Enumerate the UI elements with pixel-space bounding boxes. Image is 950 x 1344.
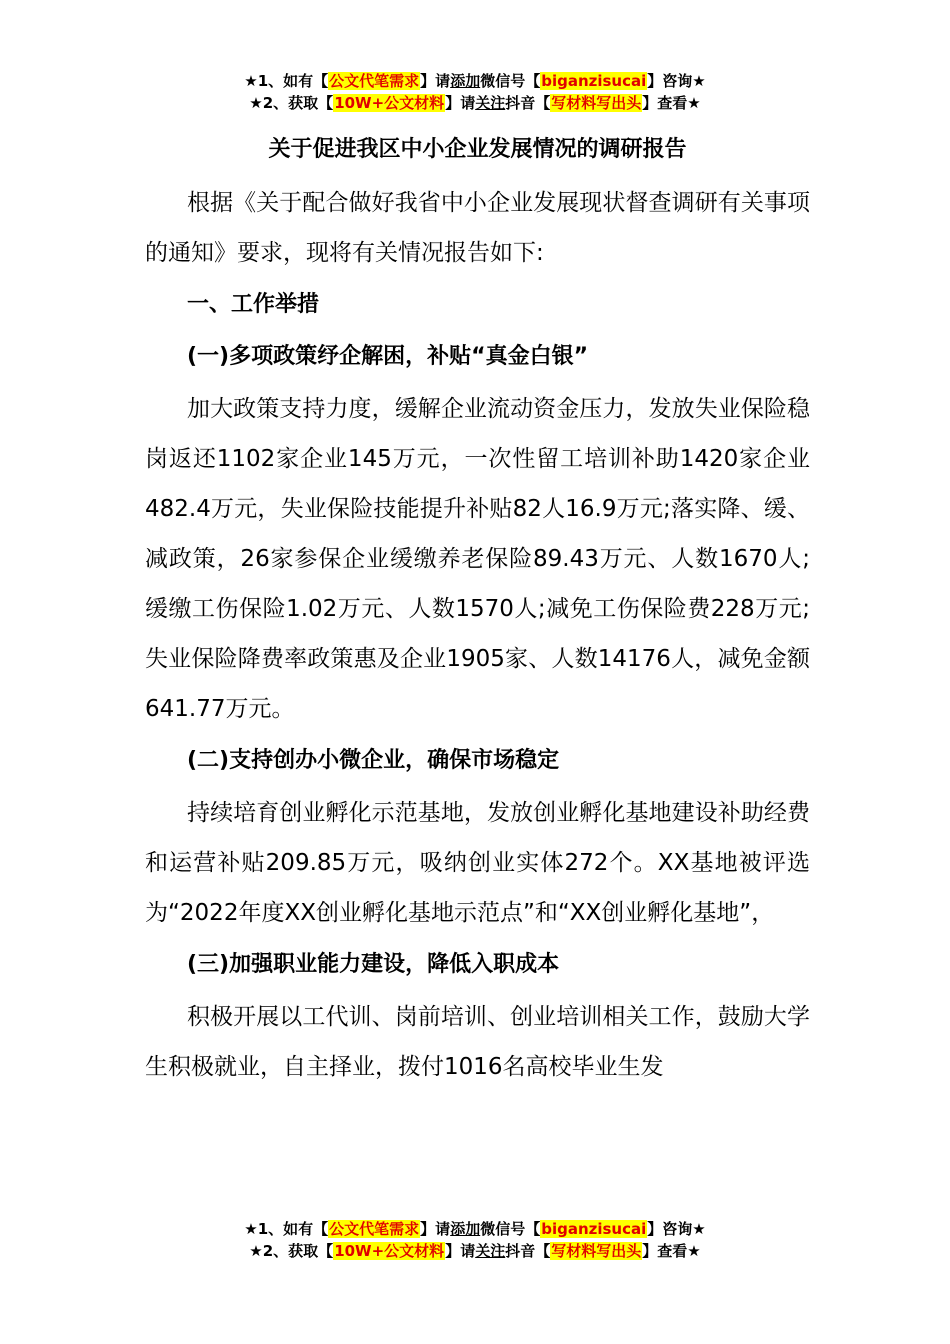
body-paragraph: 加大政策支持力度，缓解企业流动资金压力，发放失业保险稳岗返还1102家企业145万元，一次性留工培训补助1420家企业482.4万元，失业保险技能提升补贴82人16.9万元;落实降、缓、减政策，26家参保企业缓缴养老保险89.43万元、人数1670人;缓缴工伤保险1.02万元、人数1570人;减免工伤保险费228万元;失业保险降费率政策惠及企业1905家、人数14176人，减免金额641.77万元。 xyxy=(145,396,810,722)
banner-highlight: biganzisucai xyxy=(541,72,647,90)
banner-text: 】查看★ xyxy=(642,1242,701,1260)
document-body xyxy=(145,130,810,1092)
banner-text: 】查看★ xyxy=(642,94,701,112)
document-title: 关于促进我区中小企业发展情况的调研报告 xyxy=(268,137,687,162)
banner-line-1 xyxy=(0,70,950,92)
banner-text: 】咨询★ xyxy=(647,1220,706,1238)
banner-highlight: 写材料写出头 xyxy=(551,1242,642,1260)
banner-line-1 xyxy=(0,1218,950,1240)
banner-text: ★1、如有【 xyxy=(244,1220,329,1238)
banner-highlight: 公文代笔需求 xyxy=(329,72,420,90)
banner-text: 】咨询★ xyxy=(647,72,706,90)
section-heading: 一、工作举措 xyxy=(187,292,320,317)
banner-text: ★2、获取【 xyxy=(249,94,334,112)
banner-underline: 关注 xyxy=(475,94,506,112)
banner-text: 微信号【 xyxy=(480,72,541,90)
banner-text: 】请 xyxy=(445,1242,476,1260)
banner-text: 抖音【 xyxy=(505,94,551,112)
banner-text: 抖音【 xyxy=(505,1242,551,1260)
banner-text: ★1、如有【 xyxy=(244,72,329,90)
banner-underline: 添加 xyxy=(450,72,481,90)
banner-highlight: 10W+公文材料 xyxy=(334,94,445,112)
banner-highlight: 写材料写出头 xyxy=(551,94,642,112)
banner-text: 】请 xyxy=(420,1220,451,1238)
intro-paragraph: 根据《关于配合做好我省中小企业发展现状督查调研有关事项的通知》要求，现将有关情况报告如下: xyxy=(145,190,810,266)
banner-highlight: 公文代笔需求 xyxy=(329,1220,420,1238)
banner-highlight: biganzisucai xyxy=(541,1220,647,1238)
body-paragraph: 持续培育创业孵化示范基地，发放创业孵化基地建设补助经费和运营补贴209.85万元，吸纳创业实体272个。XX基地被评选为“2022年度XX创业孵化基地示范点”和“XX创业孵化基地”， xyxy=(145,800,810,926)
banner-line-2 xyxy=(0,92,950,114)
subsection-heading: (二)支持创办小微企业，确保市场稳定 xyxy=(187,748,560,773)
body-paragraph: 积极开展以工代训、岗前培训、创业培训相关工作，鼓励大学生积极就业，自主择业，拨付1016名高校毕业生发 xyxy=(145,1004,810,1080)
header-banner xyxy=(0,70,950,114)
subsection-heading: (三)加强职业能力建设，降低入职成本 xyxy=(187,952,560,977)
banner-text: ★2、获取【 xyxy=(249,1242,334,1260)
banner-underline: 添加 xyxy=(450,1220,481,1238)
banner-highlight: 10W+公文材料 xyxy=(334,1242,445,1260)
footer-banner xyxy=(0,1218,950,1262)
banner-line-2 xyxy=(0,1240,950,1262)
subsection-heading: (一)多项政策纾企解困，补贴“真金白银” xyxy=(187,344,589,369)
banner-text: 微信号【 xyxy=(480,1220,541,1238)
banner-underline: 关注 xyxy=(475,1242,506,1260)
banner-text: 】请 xyxy=(445,94,476,112)
banner-text: 】请 xyxy=(420,72,451,90)
